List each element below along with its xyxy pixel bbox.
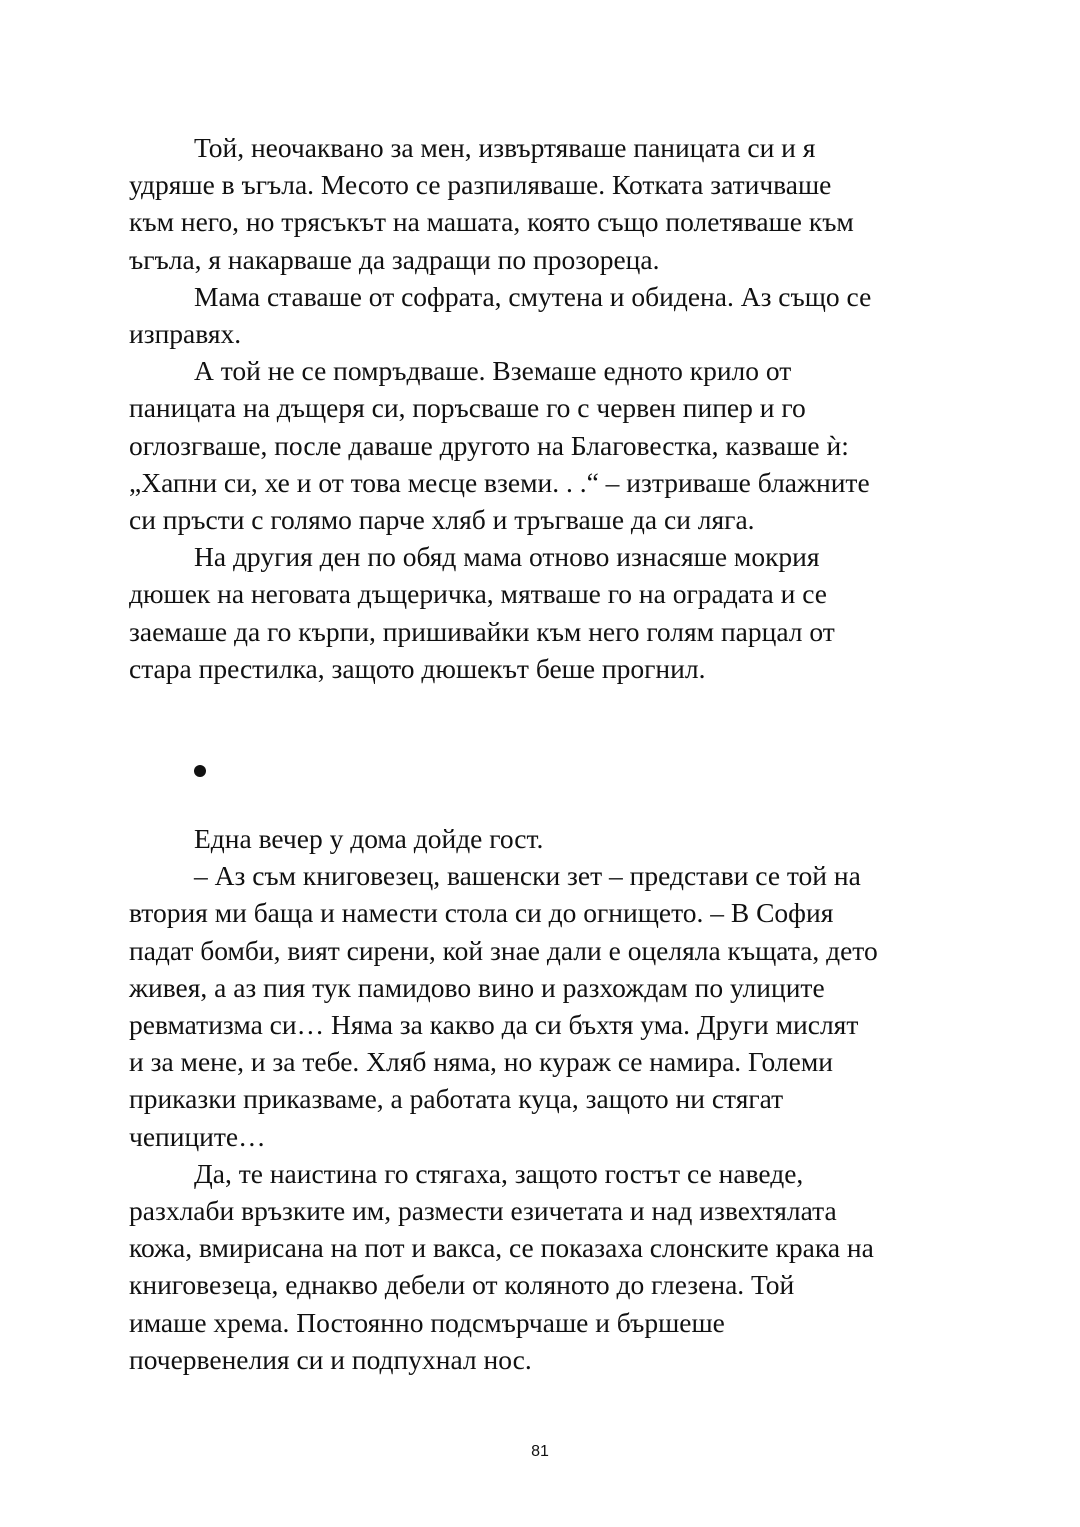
text-section-1 (129, 129, 954, 687)
paragraph: А той не се помръдваше. Вземаше едното крило от паницата на дъщеря си, поръсваше го с червен пипер и го оглозгваше, после даваше другото на Благовестка, казваше ѝ: „Хапни си, хе и от това месце вземи. . .“ – изтриваше блажните си пръсти с голямо парче хляб и тръгваше да си ляга. (129, 355, 870, 536)
paragraph: Една вечер у дома дойде гост. (194, 823, 544, 854)
section-divider-bullet (194, 765, 206, 777)
paragraph: Да, те наистина го стягаха, защото гостът се наведе, разхлаби връзките им, размести езичетата и над извехтялата кожа, вмирисана на пот и вакса, се показаха слонските крака на книговезеца, еднакво дебели от коляното до глезена. Той имаше хрема. Постоянно подсмърчаше и бършеше почервенелия си и подпухнал нос. (129, 1157, 874, 1375)
paragraph: Мама ставаше от софрата, смутена и обидена. Аз също се изправях. (129, 280, 872, 350)
paragraph: – Аз съм книговезец, вашенски зет – представи се той на втория ми баща и намести стола си до огнището. – В София падат бомби, вият сирени, кой знае дали е оцеляла къщата, дето живея, а аз пия тук памидово вино и разхождам по улиците ревматизма си… Няма за какво да си бъхтя ума. Други мислят и за мене, и за тебе. Хляб няма, но кураж се намира. Големи приказки приказваме, а работата куца, защото ни стягат чепиците… (129, 860, 878, 1152)
page-number: 81 (531, 1443, 549, 1460)
text-section-2 (129, 820, 954, 1378)
paragraph: Той, неочаквано за мен, извъртяваше паницата си и я удряше в ъгъла. Месото се разпиляваше. Котката затичваше към него, но трясъкът на машата, която също полетяваше към ъгъла, я накарваше да задращи по прозореца. (129, 132, 854, 275)
paragraph: На другия ден по обяд мама отново изнасяше мокрия дюшек на неговата дъщеричка, мятваше го на оградата и се заемаше да го кърпи, пришивайки към него голям парцал от стара престилка, защото дюшекът беше прогнил. (129, 541, 835, 684)
